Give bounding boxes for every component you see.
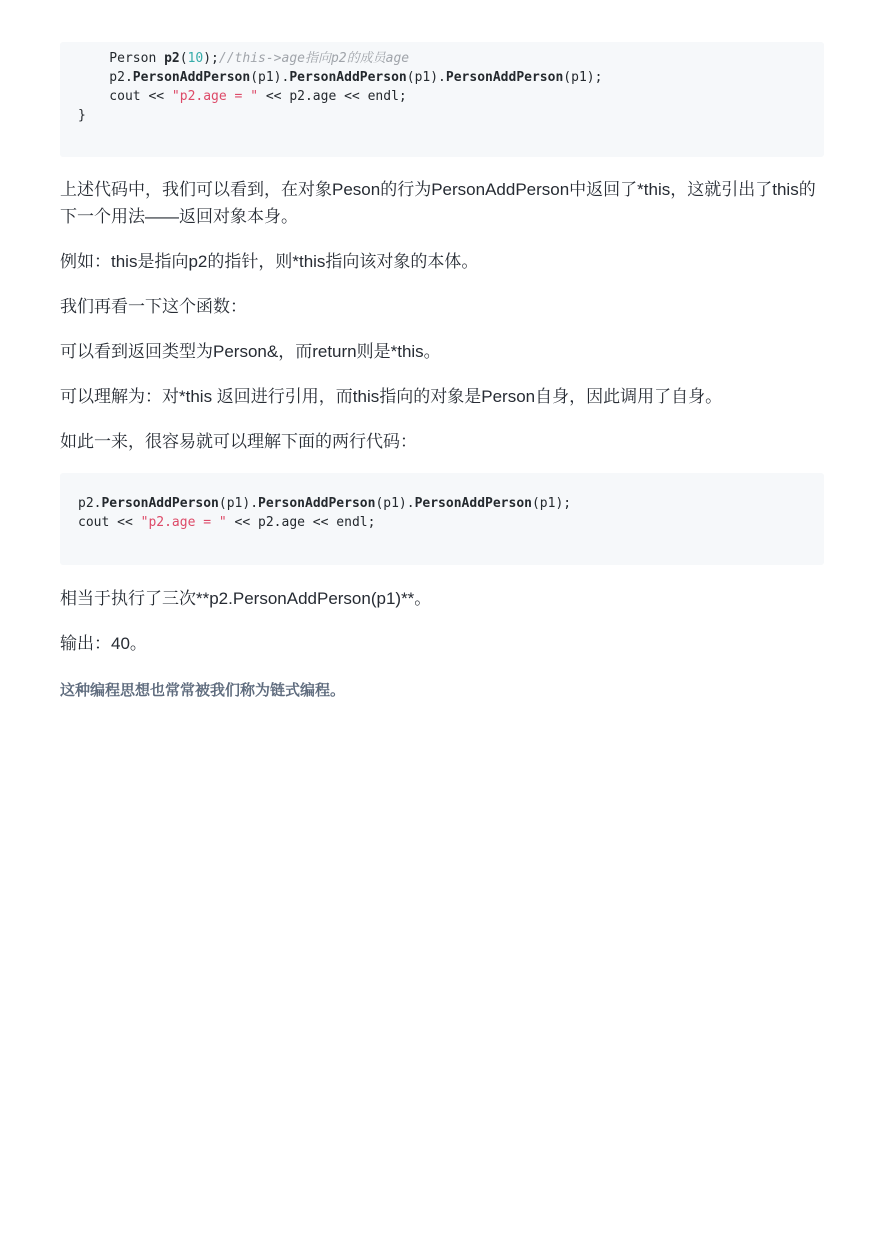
code-token-function: PersonAddPerson <box>132 70 251 85</box>
code-token: << p2.age << endl; <box>226 515 376 530</box>
paragraph-return-type: 可以看到返回类型为Person&，而return则是*this。 <box>60 342 441 361</box>
code-block-chained <box>60 473 824 565</box>
code-token: } <box>78 108 86 123</box>
code-token: cout << <box>78 515 141 530</box>
code-token-function: PersonAddPerson <box>101 496 219 511</box>
code-token: (p1); <box>531 496 572 511</box>
code-token: (p1). <box>375 496 415 511</box>
paragraph-output: 输出：40。 <box>60 634 147 653</box>
paragraph-chain-programming-note: 这种编程思想也常常被我们称为链式编程。 <box>60 682 346 699</box>
code-line <box>78 68 804 87</box>
paragraph-this-explained: 上述代码中，我们可以看到，在对象Peson的行为PersonAddPerson中返回了*this，这就引出了this的下一个用法——返回对象本身。 <box>60 180 816 226</box>
code-token: << p2.age << endl; <box>258 89 407 104</box>
code-token: Person <box>78 51 165 66</box>
paragraph-example: 例如：this是指向p2的指针，则*this指向该对象的本体。 <box>60 252 479 271</box>
code-token: ( <box>179 51 188 66</box>
code-line <box>78 49 804 68</box>
paragraph-look-at-function: 我们再看一下这个函数： <box>60 297 247 316</box>
code-line <box>78 106 804 125</box>
code-token-number: 10 <box>187 51 204 66</box>
code-token: (p1). <box>218 496 259 511</box>
code-line <box>78 87 804 106</box>
code-token: (p1); <box>563 70 603 85</box>
code-line <box>78 513 804 532</box>
paragraph-understanding: 可以理解为：对*this 返回进行引用，而this指向的对象是Person自身，因此调用了自身。 <box>60 387 723 406</box>
code-token-string: "p2.age = " <box>140 515 227 530</box>
code-token: cout << <box>78 89 172 104</box>
paragraph-equivalent: 相当于执行了三次**p2.PersonAddPerson(p1)**。 <box>60 589 432 608</box>
code-token-function: PersonAddPerson <box>414 496 532 511</box>
code-token-function: p2 <box>164 51 180 66</box>
code-token: (p1). <box>406 70 446 85</box>
code-token: ); <box>203 51 219 66</box>
code-token-function: PersonAddPerson <box>289 70 407 85</box>
code-token: p2. <box>78 70 133 85</box>
code-token-comment: //this->age指向p2的成员age <box>218 51 410 66</box>
code-block-top <box>60 42 824 157</box>
code-token-function: PersonAddPerson <box>258 496 376 511</box>
code-token: p2. <box>78 496 102 511</box>
code-token-function: PersonAddPerson <box>445 70 564 85</box>
code-line <box>78 494 804 513</box>
code-token: (p1). <box>250 70 290 85</box>
code-token-string: "p2.age = " <box>171 89 259 104</box>
paragraph-two-lines-intro: 如此一来，很容易就可以理解下面的两行代码： <box>60 432 417 451</box>
